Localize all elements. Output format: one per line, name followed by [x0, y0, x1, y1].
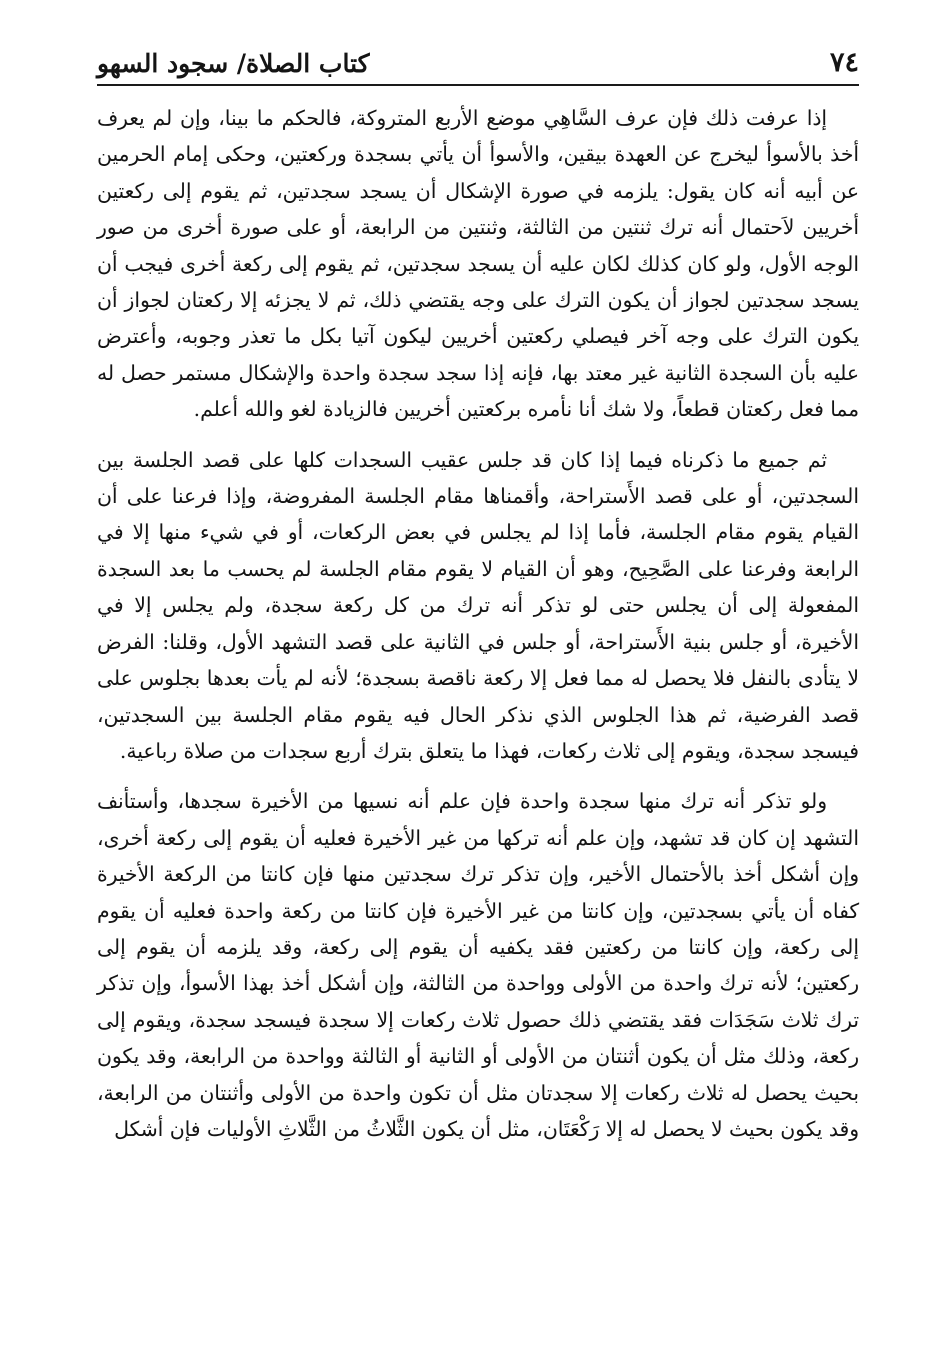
running-title: كتاب الصلاة/ سجود السهو: [97, 49, 370, 78]
paragraph: إذا عرفت ذلك فإن عرف السَّاهِي موضع الأربع المتروكة، فالحكم ما بينا، وإن لم يعرف أخذ بالأسوأ ليخرج عن العهدة بيقين، والأسوأ أن يأتي بسجدة وركعتين، وحكى إمام الحرمين عن أبيه أنه كان يقول: يلزمه في صورة الإشكال أن يسجد سجدتين، ثم يقوم إلى ركعتين أخريين لاَحتمال أنه ترك ثنتين من الثالثة، وثنتين من الرابعة، أو على صورة أخرى من صور الوجه الأول، ولو كان كذلك لكان عليه أن يسجد سجدتين، ثم يقوم إلى ركعة أخرى فيجب أن يسجد سجدتين لجواز أن يكون الترك على وجه يقتضي ذلك، ثم لا يجزئه إلا ركعتان لجواز أن يكون الترك على وجه آخر فيصلي ركعتين أخريين ليكون آتيا بكل ما تعذر وجوبه، وأعترض عليه بأن السجدة الثانية غير معتد بها، فإنه إذا سجد سجدة واحدة والإشكال مستمر حصل له مما فعل ركعتان قطعاً، ولا شك أنا نأمره بركعتين أخريين فالزيادة لغو والله أعلم.: [97, 106, 859, 422]
header-divider: [97, 84, 859, 86]
page-header: [97, 36, 859, 76]
main-text: [97, 100, 859, 1161]
paragraph: ثم جميع ما ذكرناه فيما إذا كان قد جلس عقيب السجدات كلها على قصد الجلسة بين السجدتين، أو على قصد الأَستراحة، وأقمناها مقام الجلسة المفروضة، وإذا فرعنا على أن القيام يقوم مقام الجلسة، فأما إذا لم يجلس في بعض الركعات، أو في شيء منها إلا في الرابعة وفرعنا على الصَّحِيح، وهو أن القيام لا يقوم مقام الجلسة لم يحسب ما بعد السجدة المفعولة إلى أن يجلس حتى لو تذكر أنه ترك من كل ركعة سجدة، ولم يجلس إلا في الأخيرة، أو جلس بنية الأَستراحة، أو جلس في الثانية على قصد التشهد الأول، وقلنا: الفرض لا يتأدى بالنفل فلا يحصل له مما فعل إلا ركعة ناقصة بسجدة؛ لأنه لم يأت بعدها بجلوس على قصد الفرضية، ثم هذا الجلوس الذي نذكر الحال فيه يقوم مقام الجلسة بين السجدتين، فيسجد سجدة، ويقوم إلى ثلاث ركعات، فهذا ما يتعلق بترك أربع سجدات من صلاة رباعية.: [97, 447, 859, 763]
page-number: ٧٤: [829, 47, 859, 78]
paragraph: ولو تذكر أنه ترك منها سجدة واحدة فإن علم أنه نسيها من الأخيرة سجدها، وأستأنف التشهد إن كان قد تشهد، وإن علم أنه تركها من غير الأخيرة فعليه أن يقوم إلى ركعة أخرى، وإن أشكل أخذ بالأحتمال الأخير، وإن تذكر ترك سجدتين منها فإن كانتا من الركعة الأخيرة كفاه أن يأتي بسجدتين، وإن كانتا من غير الأخيرة فإن كانتا من ركعة واحدة فعليه أن يقوم إلى ركعة، وإن كانتا من ركعتين فقد يكفيه أن يقوم إلى ركعة، وقد يلزمه أن يقوم إلى ركعتين؛ لأنه ترك واحدة من الأولى وواحدة من الثالثة، وإن أشكل أخذ بهذا الأسوأ، وإن تذكر ترك ثلاث سَجَدَات فقد يقتضي ذلك حصول ثلاث ركعات إلا سجدة فيسجد سجدة، ويقوم إلى ركعة، وذلك مثل أن يكون أثنتان من الأولى أو الثانية أو الثالثة وواحدة من الرابعة، وقد يكون بحيث يحصل له ثلاث ركعات إلا سجدتان مثل أن تكون واحدة من الأولى وأثنتان من الرابعة، وقد يكون بحيث لا يحصل له إلا رَكْعَتَان، مثل أن يكون الثَّلاثُ من الثَّلاثِ الأوليات فإن أشكل: [97, 789, 859, 1141]
